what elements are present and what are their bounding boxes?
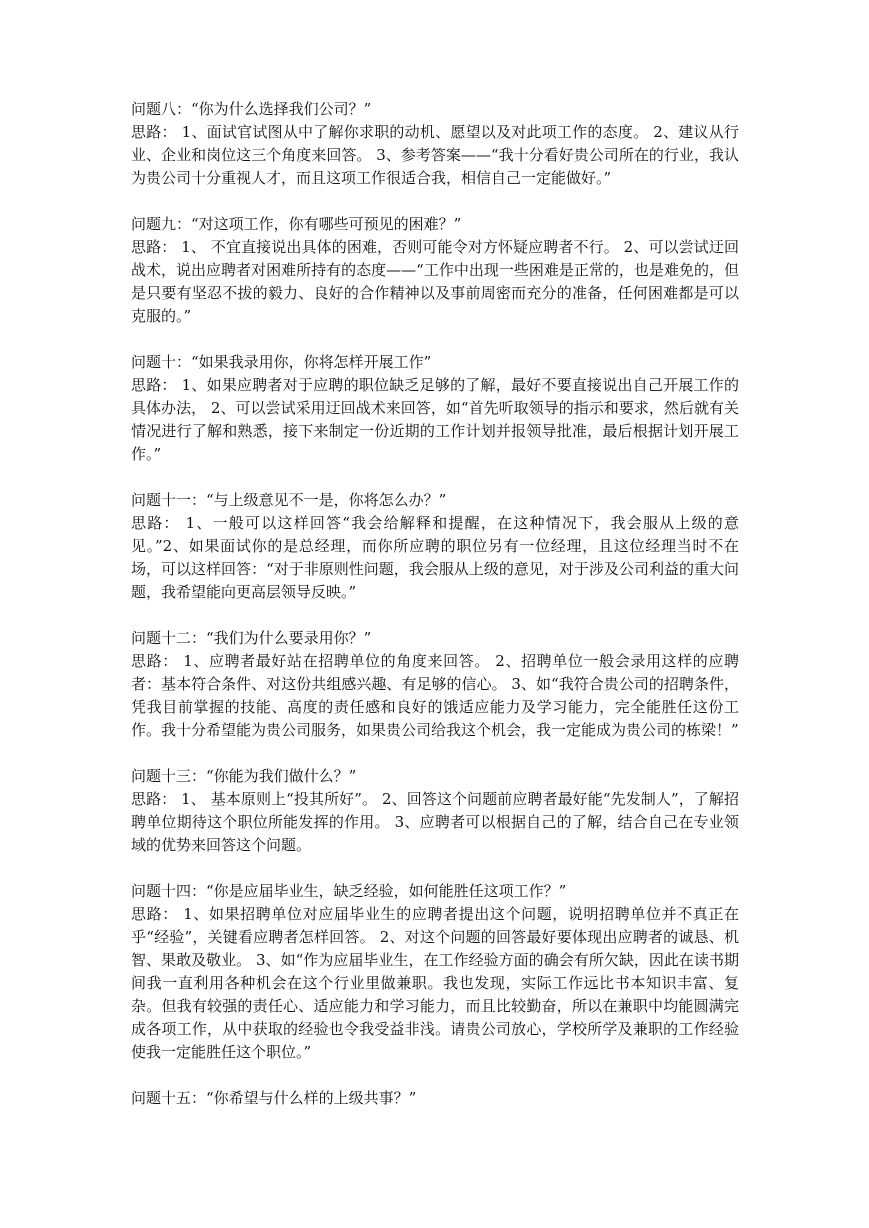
answer-text: 思路： 1、一般可以这样回答“我会给解释和提醒，在这种情况下，我会服从上级的意见。”2、如果面试你的是总经理，而你所应聘的职位另有一位经理，且这位经理当时不在场，可以这样回答：“对于非原则性问题，我会服从上级的意见，对于涉及公司利益的重大问题，我希望能向更高层领导反映。”	[131, 514, 739, 601]
qa-section-11	[131, 489, 739, 604]
question-heading: 问题十四：“你是应届毕业生，缺乏经验，如何能胜任这项工作？”	[131, 882, 567, 900]
question-heading: 问题八：“你为什么选择我们公司？”	[131, 100, 372, 118]
qa-section-15	[131, 1087, 739, 1110]
qa-section-9	[131, 213, 739, 328]
answer-text: 思路： 1、面试官试图从中了解你求职的动机、愿望以及对此项工作的态度。 2、建议从行业、企业和岗位这三个角度来回答。 3、参考答案——“我十分看好贵公司所在的行业，我认为贵公司十分重视人才，而且这项工作很适合我，相信自己一定能做好。”	[131, 123, 739, 187]
question-heading: 问题十三：“你能为我们做什么？”	[131, 767, 357, 785]
answer-text: 思路： 1、如果招聘单位对应届毕业生的应聘者提出这个问题，说明招聘单位并不真正在乎“经验”，关键看应聘者怎样回答。 2、对这个问题的回答最好要体现出应聘者的诚恳、机智、果敢及敬业。 3、如“作为应届毕业生，在工作经验方面的确会有所欠缺，因此在读书期间我一直利用各种机会在这个行业里做兼职。我也发现，实际工作远比书本知识丰富、复杂。但我有较强的责任心、适应能力和学习能力，而且比较勤奋，所以在兼职中均能圆满完成各项工作，从中获取的经验也令我受益非浅。请贵公司放心，学校所学及兼职的工作经验使我一定能胜任这个职位。”	[131, 905, 739, 1061]
answer-text: 思路： 1、应聘者最好站在招聘单位的角度来回答。 2、招聘单位一般会录用这样的应聘者：基本符合条件、对这份共组感兴趣、有足够的信心。 3、如“我符合贵公司的招聘条件，凭我目前掌握的技能、高度的责任感和良好的饿适应能力及学习能力，完全能胜任这份工作。我十分希望能为贵公司服务，如果贵公司给我这个机会，我一定能成为贵公司的栋梁！”	[131, 652, 739, 739]
answer-text: 思路： 1、 基本原则上“投其所好”。 2、回答这个问题前应聘者最好能“先发制人”，了解招聘单位期待这个职位所能发挥的作用。 3、应聘者可以根据自己的了解，结合自己在专业领域的优势来回答这个问题。	[131, 790, 739, 854]
question-heading: 问题十二：“我们为什么要录用你？”	[131, 629, 372, 647]
question-heading: 问题九：“对这项工作，你有哪些可预见的困难？”	[131, 215, 462, 233]
answer-text: 思路： 1、 不宜直接说出具体的困难，否则可能令对方怀疑应聘者不行。 2、可以尝试迂回战术，说出应聘者对困难所持有的态度——“工作中出现一些困难是正常的，也是难免的，但是只要有坚忍不拔的毅力、良好的合作精神以及事前周密而充分的准备，任何困难都是可以克服的。”	[131, 238, 739, 325]
answer-text: 思路： 1、如果应聘者对于应聘的职位缺乏足够的了解，最好不要直接说出自己开展工作的具体办法， 2、可以尝试采用迂回战术来回答，如“首先听取领导的指示和要求，然后就有关情况进行了解和熟悉，接下来制定一份近期的工作计划并报领导批准，最后根据计划开展工作。”	[131, 376, 739, 463]
question-heading: 问题十：“如果我录用你，你将怎样开展工作”	[131, 353, 432, 371]
question-heading: 问题十五：“你希望与什么样的上级共事？”	[131, 1089, 417, 1107]
question-heading: 问题十一：“与上级意见不一是，你将怎么办？”	[131, 491, 447, 509]
qa-section-10	[131, 351, 739, 466]
qa-section-14	[131, 880, 739, 1064]
qa-section-8	[131, 98, 739, 190]
qa-section-12	[131, 627, 739, 742]
qa-section-13	[131, 765, 739, 857]
document-page	[131, 98, 739, 1133]
